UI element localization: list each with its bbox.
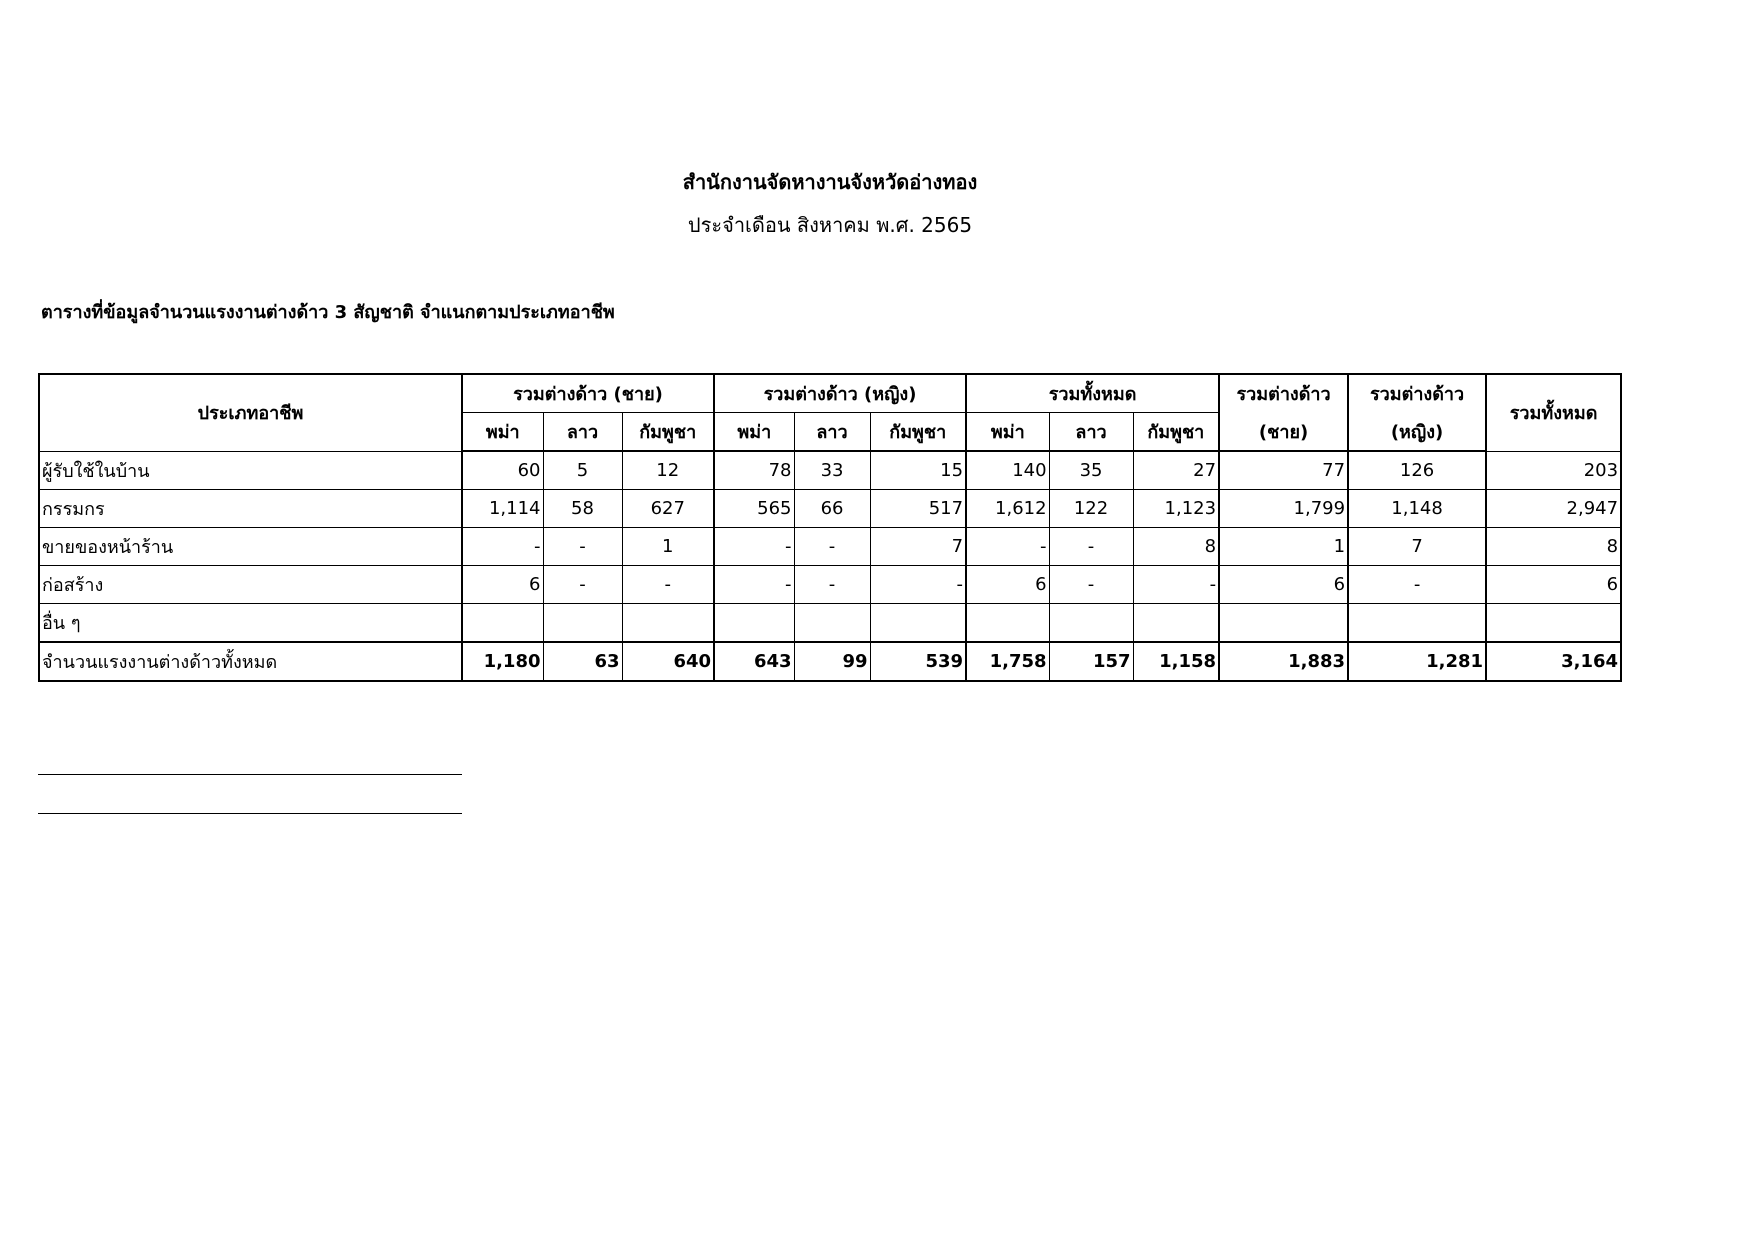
table-row: [39, 604, 1621, 643]
table-row: [39, 566, 1621, 604]
table-cell: 539: [870, 642, 966, 681]
table-cell: 7: [870, 528, 966, 566]
header-group-male: รวมต่างด้าว (ชาย): [462, 374, 714, 413]
table-cell: [966, 604, 1049, 643]
table-caption: ตารางที่ข้อมูลจำนวนแรงงานต่างด้าว 3 สัญชาติ จำแนกตามประเภทอาชีพ: [41, 302, 615, 323]
table-cell: -: [714, 566, 794, 604]
table-cell: 203: [1486, 451, 1621, 490]
table-cell: 1,612: [966, 490, 1049, 528]
table-cell: -: [1049, 528, 1133, 566]
table-row: [39, 528, 1621, 566]
header-burmese-female: พม่า: [714, 413, 794, 452]
table-cell: 27: [1133, 451, 1219, 490]
header-cambodian-all: กัมพูชา: [1133, 413, 1219, 452]
occupation-label: กรรมกร: [39, 490, 462, 528]
table-cell: 35: [1049, 451, 1133, 490]
table-cell: 122: [1049, 490, 1133, 528]
header-grand-total: รวมทั้งหมด: [1486, 374, 1621, 451]
table-cell: 6: [1219, 566, 1348, 604]
table-cell: 140: [966, 451, 1049, 490]
header-sum-male-line1: รวมต่างด้าว: [1219, 374, 1348, 413]
occupation-label: จำนวนแรงงานต่างด้าวทั้งหมด: [39, 642, 462, 681]
header-sum-female-line2: (หญิง): [1348, 413, 1486, 452]
table-cell: 6: [1486, 566, 1621, 604]
table-cell: 1,758: [966, 642, 1049, 681]
table-cell: 8: [1133, 528, 1219, 566]
table-cell: 1: [622, 528, 714, 566]
table-cell: 1,799: [1219, 490, 1348, 528]
table-cell: -: [1133, 566, 1219, 604]
table-cell: [714, 604, 794, 643]
table-cell: 1,123: [1133, 490, 1219, 528]
header-burmese-male: พม่า: [462, 413, 543, 452]
table-cell: -: [870, 566, 966, 604]
header-cambodian-male: กัมพูชา: [622, 413, 714, 452]
occupation-label: อื่น ๆ: [39, 604, 462, 643]
header-lao-all: ลาว: [1049, 413, 1133, 452]
table-cell: 1,883: [1219, 642, 1348, 681]
table-cell: 517: [870, 490, 966, 528]
table-cell: 58: [543, 490, 622, 528]
table-cell: 6: [462, 566, 543, 604]
table-cell: 8: [1486, 528, 1621, 566]
table-cell: 1,148: [1348, 490, 1486, 528]
table-cell: [543, 604, 622, 643]
header-burmese-all: พม่า: [966, 413, 1049, 452]
table-cell: [794, 604, 870, 643]
table-cell: 157: [1049, 642, 1133, 681]
table-cell: 1,114: [462, 490, 543, 528]
table-cell: -: [794, 528, 870, 566]
header-group-all: รวมทั้งหมด: [966, 374, 1219, 413]
table-cell: 643: [714, 642, 794, 681]
table-cell: 1,281: [1348, 642, 1486, 681]
header-row-groups: [39, 374, 1621, 413]
table-cell: 6: [966, 566, 1049, 604]
table-cell: 1: [1219, 528, 1348, 566]
table-cell: [1486, 604, 1621, 643]
occupation-label: ผู้รับใช้ในบ้าน: [39, 451, 462, 490]
page-title: สำนักงานจัดหางานจังหวัดอ่างทอง: [682, 170, 978, 194]
table-cell: [1133, 604, 1219, 643]
table-cell: [870, 604, 966, 643]
table-cell: [462, 604, 543, 643]
table-row: [39, 451, 1621, 490]
table-cell: 66: [794, 490, 870, 528]
table-cell: 565: [714, 490, 794, 528]
table-cell: 126: [1348, 451, 1486, 490]
table-cell: [622, 604, 714, 643]
table-cell: 77: [1219, 451, 1348, 490]
table-cell: 627: [622, 490, 714, 528]
header-sum-female-line1: รวมต่างด้าว: [1348, 374, 1486, 413]
table-cell: 60: [462, 451, 543, 490]
table-cell: [1049, 604, 1133, 643]
occupation-label: ก่อสร้าง: [39, 566, 462, 604]
table-cell: 63: [543, 642, 622, 681]
header-group-female: รวมต่างด้าว (หญิง): [714, 374, 966, 413]
header-lao-female: ลาว: [794, 413, 870, 452]
table-cell: 7: [1348, 528, 1486, 566]
table-cell: -: [462, 528, 543, 566]
table-cell: 5: [543, 451, 622, 490]
table-cell: 99: [794, 642, 870, 681]
header-occupation: ประเภทอาชีพ: [39, 374, 462, 451]
table-cell: 12: [622, 451, 714, 490]
occupation-table: [38, 373, 1622, 682]
table-cell: -: [1348, 566, 1486, 604]
table-cell: -: [714, 528, 794, 566]
signature-line-2: [38, 813, 462, 814]
table-cell: 3,164: [1486, 642, 1621, 681]
table-cell: -: [1049, 566, 1133, 604]
table-cell: -: [794, 566, 870, 604]
table-cell: 2,947: [1486, 490, 1621, 528]
table-cell: -: [966, 528, 1049, 566]
table-cell: 78: [714, 451, 794, 490]
header-cambodian-female: กัมพูชา: [870, 413, 966, 452]
table-cell: 1,180: [462, 642, 543, 681]
table-cell: 33: [794, 451, 870, 490]
table-cell: 15: [870, 451, 966, 490]
header-sum-male-line2: (ชาย): [1219, 413, 1348, 452]
header-lao-male: ลาว: [543, 413, 622, 452]
total-row: [39, 642, 1621, 681]
table-cell: 1,158: [1133, 642, 1219, 681]
table-cell: [1219, 604, 1348, 643]
page-subtitle: ประจำเดือน สิงหาคม พ.ศ. 2565: [687, 213, 973, 237]
table-cell: -: [622, 566, 714, 604]
table-cell: -: [543, 566, 622, 604]
table-row: [39, 490, 1621, 528]
signature-line-1: [38, 774, 462, 775]
table-cell: [1348, 604, 1486, 643]
table-cell: -: [543, 528, 622, 566]
occupation-label: ขายของหน้าร้าน: [39, 528, 462, 566]
table-cell: 640: [622, 642, 714, 681]
